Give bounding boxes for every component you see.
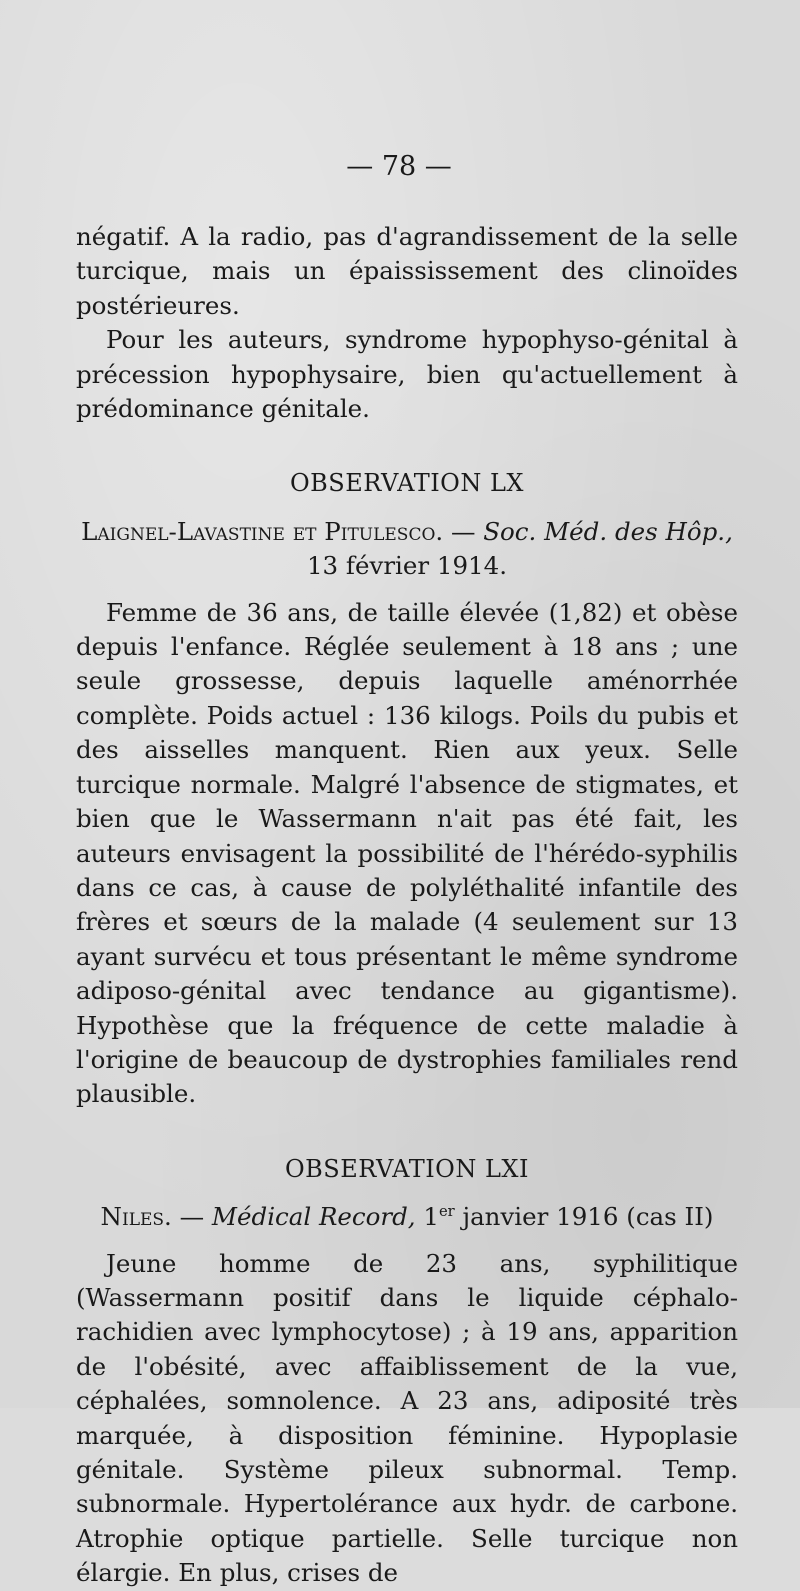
reference-dash: — [171,1202,212,1232]
reference-dash: — [443,516,484,546]
observation-reference [76,515,738,584]
reference-journal: Soc. Méd. des Hôp., [483,516,733,546]
paragraph-conclusion: Pour les auteurs, syndrome hypophyso-génital à précession hypophysaire, bien qu'actuellement à prédominance génitale. [76,325,738,424]
page-number: — 78 — [346,151,452,182]
reference-date-sup: er [438,1203,455,1220]
reference-authors: Niles. [100,1202,172,1232]
page-content [76,150,738,1591]
observation-title: OBSERVATION LXI [284,1154,529,1183]
paragraph-continuation: négatif. A la radio, pas d'agrandissement de la selle turcique, mais un épaississement des clinoïdes postérieures. [76,222,738,320]
reference-journal: Médical Record, [211,1202,416,1232]
observation-body: Jeune homme de 23 ans, syphilitique (Wassermann positif dans le liquide céphalo-rachidien avec lymphocytose) ; à 19 ans, apparition de l'obésité, avec affaiblissement de la vue, céphalées, somnolence. A 23 ans, adiposité très marquée, à disposition féminine. Hypoplasie génitale. Système pileux subnormal. Temp. subnormale. Hypertolérance aux hydr. de carbone. Atrophie optique partielle. Selle turcique non élargie. En plus, crises de [76,1248,738,1588]
reference-date: 13 février 1914. [306,551,508,581]
reference-date-rest: janvier 1916 (cas II) [454,1202,714,1232]
reference-date-day: 1 [415,1202,439,1232]
observation-reference [76,1200,738,1234]
reference-authors: Laignel-Lavastine et Pitulesco. [81,516,444,546]
observation-title: OBSERVATION LX [289,469,525,498]
observation-body: Femme de 36 ans, de taille élevée (1,82) et obèse depuis l'enfance. Réglée seulement à 18 ans ; une seule grossesse, depuis laquelle aménorrhée complète. Poids actuel : 136 kilogs. Poils du pubis et des aisselles manquent. Rien aux yeux. Selle turcique normale. Malgré l'absence de stigmates, et bien que le Wassermann n'ait pas été fait, les auteurs envisagent la possibilité de l'hérédo-syphilis dans ce cas, à cause de polyléthalité infantile des frères et sœurs de la malade (4 seulement sur 13 ayant survécu et tous présentant le même syndrome adiposo-génital avec tendance au gigantisme). Hypothèse que la fréquence de cette maladie à l'origine de beaucoup de dystrophies familiales rend plausible. [76,597,738,1109]
